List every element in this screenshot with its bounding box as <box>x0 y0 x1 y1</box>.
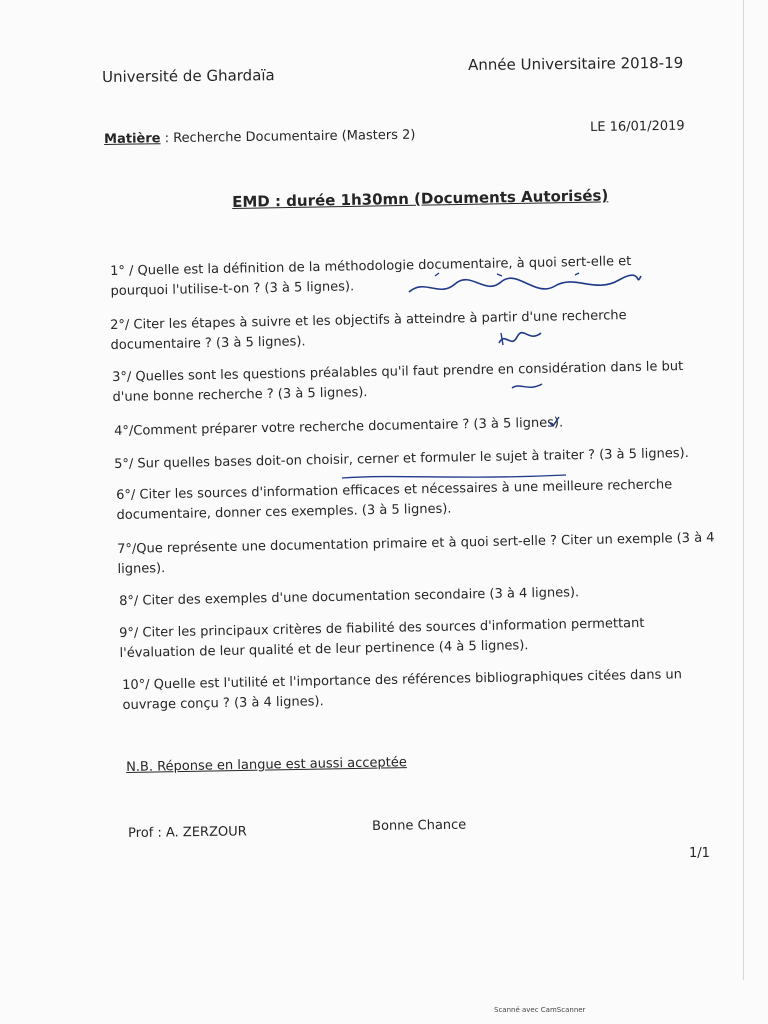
subject-label: Matière <box>104 131 161 147</box>
page-number: 1/1 <box>689 846 710 861</box>
question-line: 3°/ Quelles sont les questions préalables qu'il faut prendre en considération dans le but <box>112 359 684 385</box>
question-line: pourquoi l'utilise-t-on ? (3 à 5 lignes). <box>110 279 355 299</box>
university-name: Université de Ghardaïa <box>102 66 275 86</box>
note-line: N.B. Réponse en langue est aussi acceptée <box>126 755 407 775</box>
question-line: l'évaluation de leur qualité et de leur pertinence (4 à 5 lignes). <box>119 638 529 661</box>
exam-date: LE 16/01/2019 <box>590 118 685 135</box>
handwritten-tick <box>546 414 562 430</box>
question-line: documentaire ? (3 à 5 lignes). <box>110 334 306 353</box>
question-6 <box>116 475 673 526</box>
question-line: 2°/ Citer les étapes à suivre et les objectifs à atteindre à partir d'une recherche <box>110 308 627 333</box>
question-line: lignes). <box>117 561 166 577</box>
question-3 <box>112 357 684 408</box>
closing-text: Bonne Chance <box>372 817 467 834</box>
question-5 <box>114 444 689 475</box>
question-line: 4°/Comment préparer votre recherche documentaire ? (3 à 5 lignes). <box>114 415 564 439</box>
subject-value: : Recherche Documentaire (Masters 2) <box>160 127 416 147</box>
subject-line <box>104 128 416 147</box>
question-8 <box>119 583 579 612</box>
question-line: 6°/ Citer les sources d'information efficaces et nécessaires à une meilleure recherche <box>116 477 673 503</box>
question-line: 8°/ Citer des exemples d'une documentation secondaire (3 à 4 lignes). <box>119 585 580 609</box>
question-line: 5°/ Sur quelles bases doit-on choisir, cerner et formuler le sujet à traiter ? (3 à 5 lignes). <box>114 445 689 472</box>
question-2 <box>110 306 627 356</box>
question-line: 10°/ Quelle est l'utilité et l'importance des références bibliographiques citées dans un <box>122 667 683 693</box>
professor-name: Prof : A. ZERZOUR <box>128 824 247 841</box>
question-line: d'une bonne recherche ? (3 à 5 lignes). <box>112 385 368 405</box>
question-line: ouvrage conçu ? (3 à 4 lignes). <box>122 694 324 713</box>
question-line: 7°/Que représente une documentation primaire et à quoi sert-elle ? Citer un exemple (3 à 4 <box>117 530 715 557</box>
question-4 <box>114 413 563 442</box>
question-line: documentaire, donner ces exemples. (3 à 5 lignes). <box>116 501 452 523</box>
question-line: 9°/ Citer les principaux critères de fiabilité des sources d'information permettant <box>119 615 645 641</box>
handwritten-mark <box>495 327 545 351</box>
question-9 <box>119 614 645 664</box>
handwritten-underline <box>340 472 570 482</box>
scan-edge-line <box>743 0 744 980</box>
handwritten-scribble <box>405 268 645 304</box>
handwritten-mark <box>510 378 546 394</box>
question-7 <box>117 529 715 580</box>
academic-year: Année Universitaire 2018-19 <box>468 53 684 74</box>
scanner-watermark: Scanné avec CamScanner <box>494 1006 586 1014</box>
exam-title: EMD : durée 1h30mn (Documents Autorisés) <box>232 186 609 211</box>
question-10 <box>122 665 683 716</box>
question-line: 1° / Quelle est la définition de la méthodologie documentaire, à quoi sert-elle et <box>110 253 632 279</box>
